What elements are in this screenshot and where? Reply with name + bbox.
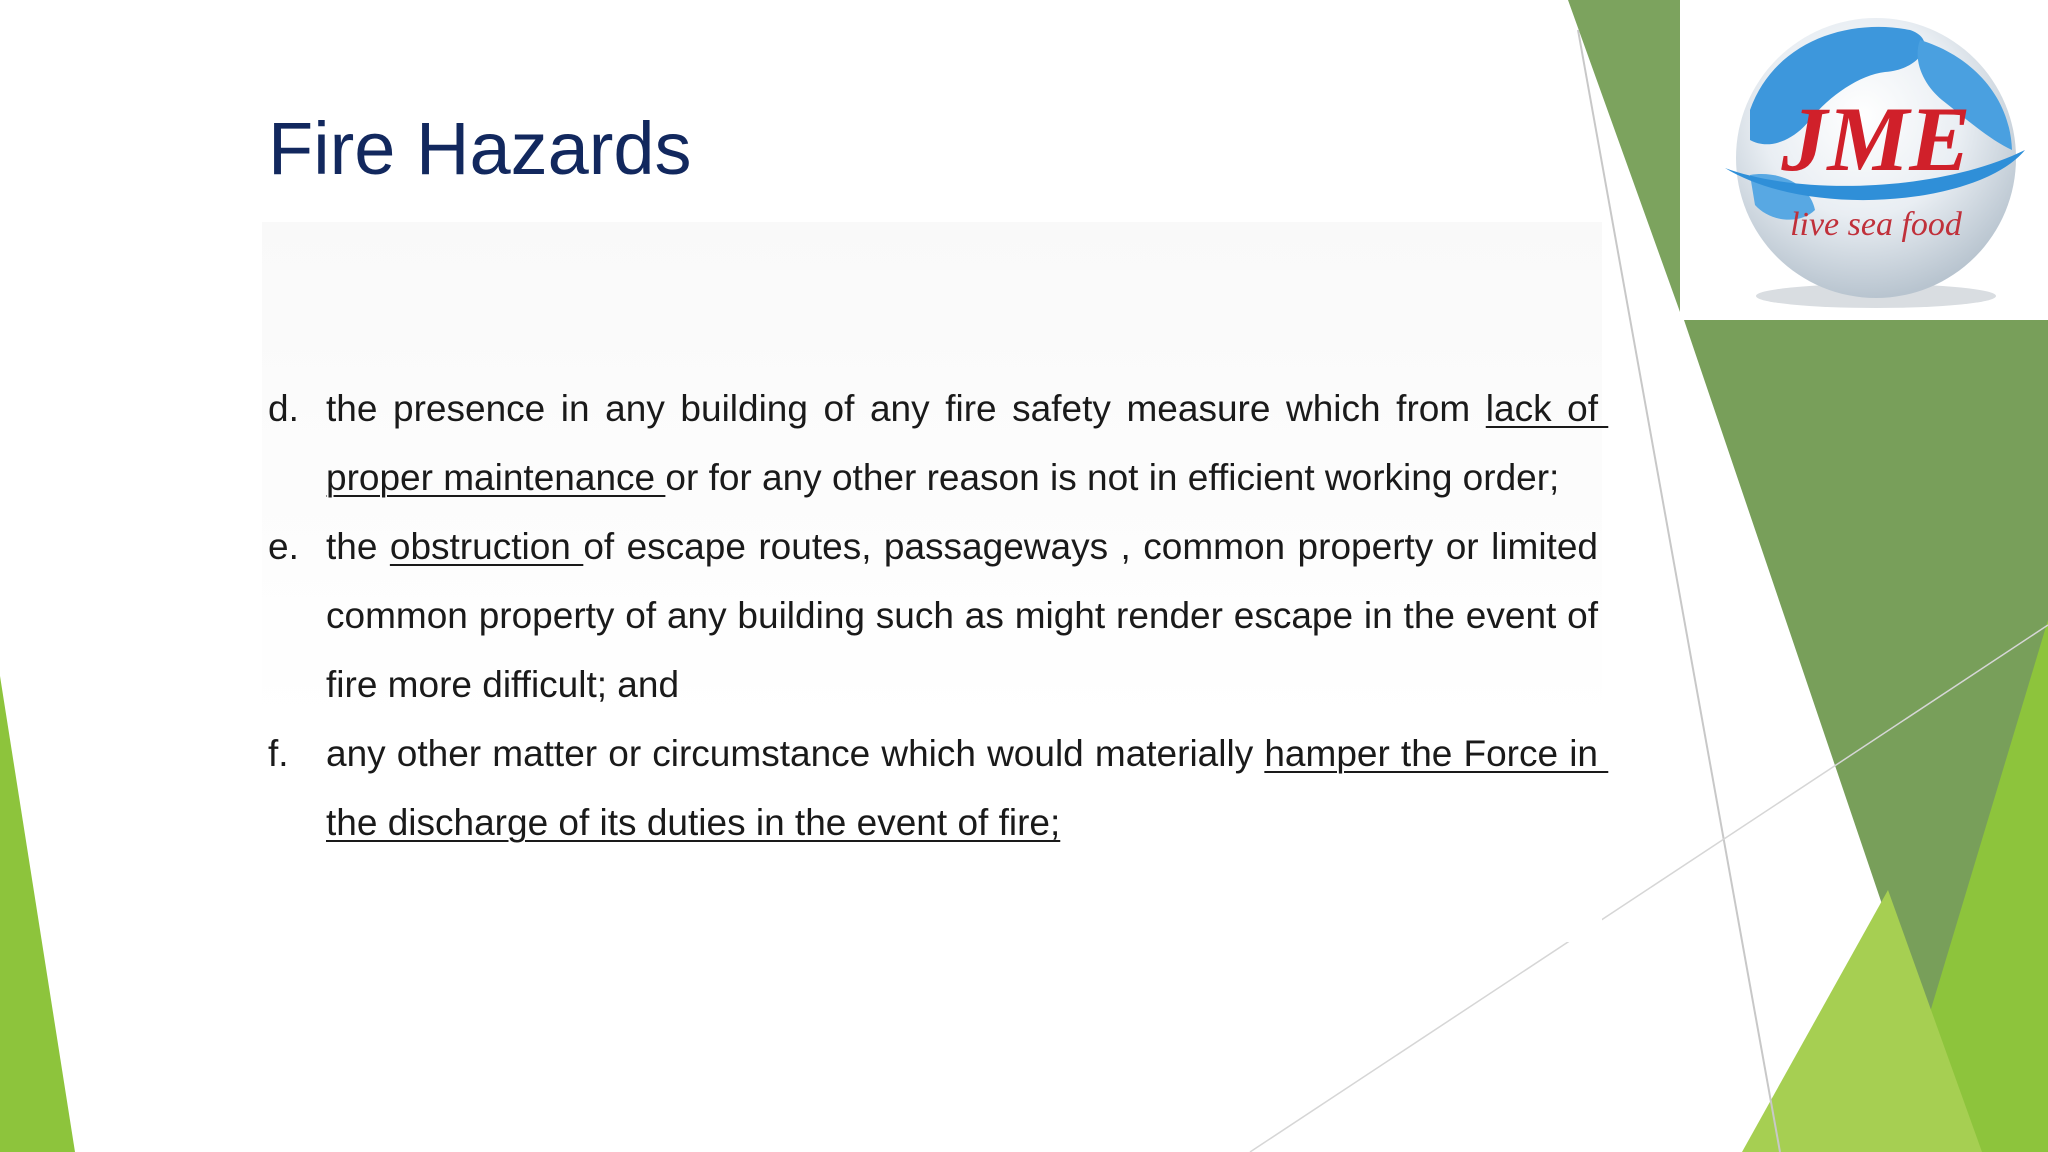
item-letter: e. [268,526,299,567]
underlined-text: hamper the Force in the discharge of its duties in the event of fire; [326,733,1609,843]
logo-brand-text: JME [1781,88,1971,190]
globe-icon [1680,0,2048,320]
item-text: any other matter or circumstance which would materially [326,733,1265,774]
item-letter: d. [268,388,299,429]
underlined-text: lack of proper maintenance [326,388,1609,498]
company-logo [1680,0,2048,320]
item-text: or for any other reason is not in efficient working order; [665,457,1560,498]
item-letter: f. [268,733,289,774]
slide-title: Fire Hazards [268,107,692,190]
list-item [268,374,1609,512]
item-text: the presence in any building of any fire safety measure which from [326,388,1486,429]
hazard-list [268,374,1609,857]
logo-tagline: live sea food [1790,206,1962,243]
list-item [268,719,1609,857]
left-green-triangle [0,676,75,1152]
item-text: of escape routes, passageways , common property or limited common property of any building such as might render escape in the event of fire more difficult; and [326,526,1598,705]
list-item [268,512,1598,719]
underlined-text: obstruction [389,526,584,567]
item-text: the [326,526,390,567]
